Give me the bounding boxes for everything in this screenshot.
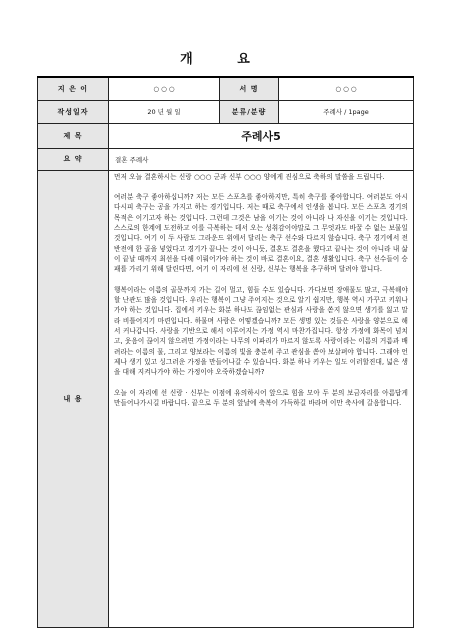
subject-label: 제 목 — [38, 123, 109, 148]
author-value: ○ ○ ○ — [109, 77, 220, 100]
signature-label: 서 명 — [220, 77, 279, 100]
category-label: 분류/분량 — [220, 100, 279, 123]
author-label: 지 은 이 — [38, 77, 109, 100]
content-label: 내 용 — [38, 170, 109, 627]
content-paragraph: 먼저 오늘 결혼하시는 신랑 ○○○ 군과 신부 ○○○ 양에게 진심으로 축하의 말씀을 드립니다. — [114, 172, 385, 181]
document-form-table — [37, 76, 414, 628]
signature-value: ○ ○ ○ — [279, 77, 414, 100]
date-value: 20 년 월 일 — [109, 100, 220, 123]
category-value: 주례사 / 1page — [279, 100, 414, 123]
page-title: 개 요 — [180, 52, 270, 67]
content-paragraph: 행복이라는 이름의 골문까지 가는 길이 멀고, 힘들 수도 있습니다. 가다보면 장애물도 많고, 극복해야 할 난관도 많을 것입니다. 우리는 행복이 그냥 주어지는 것으로 알기 쉽지만, 행복 역시 가꾸고 키워나가야 하는 것입니다. 집에서 키우는 화분 하나도 끊임없는 관심과 사랑을 쏟지 않으면 생기를 잃고 말라 비틀어지기 마련입니다. 하물며 사람은 어떻겠습니까? 모든 생명 있는 것들은 사랑을 양분으로 해서 커나갑니다. 사랑을 기반으로 해서 이루어지는 가정 역시 마찬가집니다. 항상 가정에 화목이 넘치고, 웃음이 끊이지 않으려면 가정이라는 나무의 이파리가 마르지 않도록 사랑이라는 이름의 거름과 배려라는 이름의 물, 그리고 양보라는 이름의 빛을 충분히 주고 관심을 쏟아 보살펴야 합니다. 그래야 언제나 생기 있고 싱그러운 가정을 만들어나갈 수 있습니다. 화분 하나 키우는 일도 이러할진대, 넓은 생을 대해 지켜나가야 하는 가정이야 오죽하겠습니까? — [114, 285, 408, 377]
summary-value: 결혼 주례사 — [109, 148, 414, 170]
summary-label: 요 약 — [38, 148, 109, 170]
content-paragraph: 오늘 이 자리에 선 신랑 · 신부는 이점에 유의하시어 앞으로 힘을 모아 두 분의 보금자리를 아름답게 만들어나가시길 바랍니다. 끝으로 두 분의 앞날에 축복이 가득하길 바라며 이만 축사에 갈음합니다. — [114, 388, 408, 408]
content-body — [109, 170, 414, 627]
date-label: 작성일자 — [38, 100, 109, 123]
subject-value: 주례사5 — [109, 123, 414, 148]
content-paragraph: 여러분 축구 좋아하십니까? 저는 모든 스포츠를 좋아하지만, 특히 축구를 좋아합니다. 여러분도 아시다시피 축구는 공을 가지고 하는 경기입니다. 저는 때로 축구에서 인생을 봅니다. 모든 스포츠 경기의 목적은 이기고자 하는 것입니다. 그런데 그것은 남을 이기는 것이 아니라 나 자신을 이기는 것입니다. 스스로의 한계에 도전하고 이를 극복하는 데서 오는 성취감이야말로 그 무엇과도 바꿀 수 없는 보물일 것입니다. 여기 이 두 사람도 그라운드 위에서 달리는 축구 선수와 다르지 않습니다. 축구 경기에서 전반전에 한 골을 넣었다고 경기가 끝나는 것이 아니듯, 결혼도 결혼을 했다고 끝나는 것이 아니라 내 삶이 끝날 때까지 최선을 다해 이뤄어가야 하는 것이 바로 결혼이요, 결혼 생활입니다. 축구 선수들이 승패를 가리기 위해 달린다면, 여기 이 자리에 선 신랑, 신부는 행복을 추구하며 달려야 합니다. — [114, 193, 408, 274]
